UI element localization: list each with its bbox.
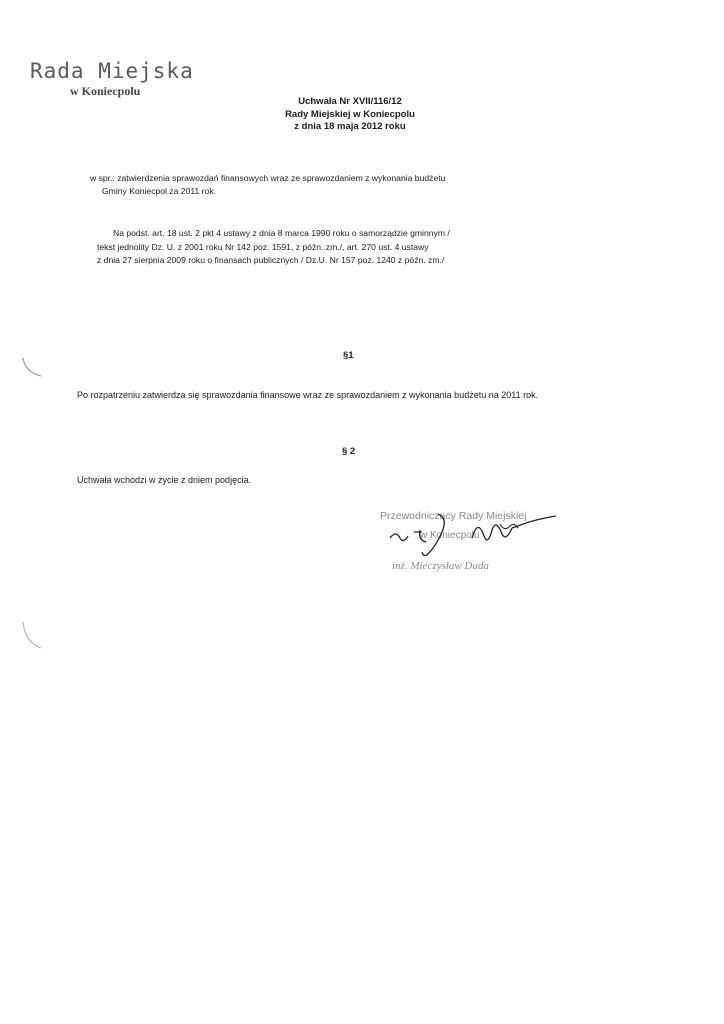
handwritten-signature — [380, 508, 570, 568]
basis-line-3: z dnia 27 sierpnia 2009 roku o finansach publicznych / Dz.U. Nr 157 poz. 1240 z późn. zm./ — [97, 255, 445, 265]
signatory-name: inż. Mieczysław Duda — [392, 560, 489, 572]
section-1-mark: §1 — [343, 350, 354, 361]
section-2-mark: § 2 — [342, 446, 356, 457]
punch-hole-mark-bottom — [20, 620, 44, 656]
stamp-line-1: Rada Miejska — [30, 59, 194, 83]
resolution-header — [230, 96, 470, 134]
signatory-place: w Koniecpolu — [420, 530, 480, 541]
legal-basis — [97, 227, 637, 268]
subject-line-2: Gminy Koniecpol za 2011 rok. — [102, 186, 217, 196]
resolution-date: z dnia 18 maja 2012 roku — [294, 121, 406, 132]
resolution-number: Uchwała Nr XVII/116/12 — [298, 96, 402, 107]
section-2-text: Uchwała wchodzi w życie z dniem podjęcia. — [77, 475, 252, 485]
punch-hole-mark-top — [20, 356, 44, 382]
section-1-text: Po rozpatrzeniu zatwierdza się sprawozdania finansowe wraz ze sprawozdaniem z wykonania budżetu na 2011 rok. — [77, 390, 539, 400]
signatory-role: Przewodniczący Rady Miejskiej — [380, 510, 527, 522]
stamp-line-2: w Koniecpolu — [70, 84, 141, 98]
basis-line-1: Na podst. art. 18 ust. 2 pkt 4 ustawy z dnia 8 marca 1990 roku o samorządzie gminnym / — [113, 228, 450, 238]
council-stamp — [30, 58, 194, 98]
subject-line-1: w spr.: zatwierdzenia sprawozdań finansowych wraz ze sprawozdaniem z wykonania budżetu — [90, 173, 446, 183]
basis-line-2: tekst jednolity Dz. U. z 2001 roku Nr 142 poz. 1591, z późn. zm./, art. 270 ust. 4 ustawy — [97, 241, 429, 252]
signature-block — [380, 508, 570, 588]
resolution-subject — [90, 172, 630, 198]
resolution-body: Rady Miejskiej w Koniecpolu — [285, 108, 415, 120]
